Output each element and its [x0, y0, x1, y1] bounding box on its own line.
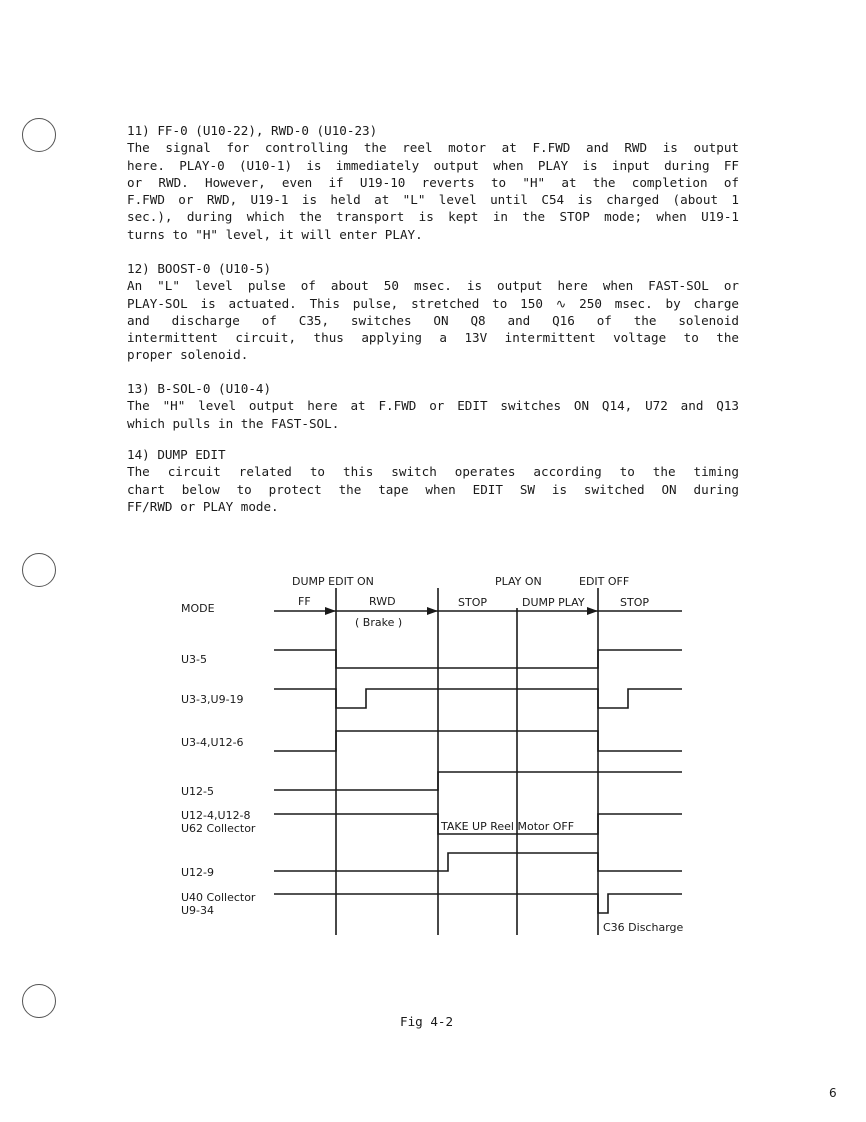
label-mode-stop-2: STOP — [620, 596, 649, 609]
arrow-rwd — [427, 607, 438, 615]
paragraph-line: which pulls in the FAST-SOL. — [127, 415, 340, 431]
section-heading: 14) DUMP EDIT — [127, 447, 226, 462]
paragraph-line: The "H" level output here at F.FWD or EDIT switches ON Q14, U72 and Q13 — [127, 398, 739, 414]
paragraph-line: FF/RWD or PLAY mode. — [127, 498, 279, 514]
label-edit-off: EDIT OFF — [579, 575, 630, 588]
label-u12-9: U12-9 — [181, 866, 215, 879]
figure-caption: Fig 4-2 — [400, 1014, 454, 1029]
paragraph-line: proper solenoid. — [127, 347, 249, 363]
waveform-u3-3 — [274, 689, 682, 708]
label-play-on: PLAY ON — [495, 575, 542, 588]
paragraph-line: sec.), during which the transport is kept in the STOP mode; when U19-1 — [127, 209, 739, 225]
paragraph-line: F.FWD or RWD, U19-1 is held at "L" level until C54 is charged (about 1 — [127, 192, 739, 208]
label-mode: MODE — [181, 602, 215, 615]
paragraph-line: The circuit related to this switch operates according to the timing — [127, 464, 739, 480]
waveform-u3-4 — [274, 731, 682, 751]
paragraph-line: here. PLAY-0 (U10-1) is immediately output when PLAY is input during FF — [127, 157, 739, 173]
label-u62-collector: U62 Collector — [181, 822, 256, 835]
label-u3-5: U3-5 — [181, 653, 208, 666]
section-heading: 13) B-SOL-0 (U10-4) — [127, 381, 272, 396]
label-u40-collector: U40 Collector — [181, 891, 256, 904]
waveform-u3-5 — [274, 650, 682, 668]
label-u9-34: U9-34 — [181, 904, 215, 917]
label-mode-ff: FF — [298, 595, 311, 608]
label-u3-3: U3-3,U9-19 — [181, 693, 244, 706]
paragraph-line: PLAY-SOL is actuated. This pulse, stretched to 150 ∿ 250 msec. by charge — [127, 295, 739, 311]
page-number: 6 — [829, 1086, 837, 1100]
arrow-dump-play — [587, 607, 598, 615]
label-mode-dump-play: DUMP PLAY — [522, 596, 585, 609]
paragraph-line: intermittent circuit, thus applying a 13V intermittent voltage to the — [127, 330, 739, 346]
paragraph-line: The signal for controlling the reel motor at F.FWD and RWD is output — [127, 140, 739, 156]
label-mode-stop: STOP — [458, 596, 487, 609]
label-mode-brake: ( Brake ) — [355, 616, 403, 629]
label-u12-5: U12-5 — [181, 785, 215, 798]
paragraph-line: turns to "H" level, it will enter PLAY. — [127, 226, 423, 242]
section-heading: 12) BOOST-0 (U10-5) — [127, 261, 272, 276]
paragraph-line: or RWD. However, even if U19-10 reverts to "H" at the completion of — [127, 174, 739, 190]
paragraph-line: and discharge of C35, switches ON Q8 and Q16 of the solenoid — [127, 312, 739, 328]
arrow-ff — [325, 607, 336, 615]
section-heading: 11) FF-0 (U10-22), RWD-0 (U10-23) — [127, 123, 378, 138]
label-u3-4: U3-4,U12-6 — [181, 736, 244, 749]
label-u12-4: U12-4,U12-8 — [181, 809, 251, 822]
label-mode-rwd: RWD — [369, 595, 396, 608]
paragraph-line: chart below to protect the tape when EDIT SW is switched ON during — [127, 481, 739, 497]
label-dump-edit-on: DUMP EDIT ON — [292, 575, 374, 588]
paragraph-line: An "L" level pulse of about 50 msec. is output here when FAST-SOL or — [127, 278, 739, 294]
annotation-takeup-motor-off: TAKE UP Reel Motor OFF — [441, 820, 575, 833]
annotation-c36-discharge: C36 Discharge — [603, 921, 684, 934]
